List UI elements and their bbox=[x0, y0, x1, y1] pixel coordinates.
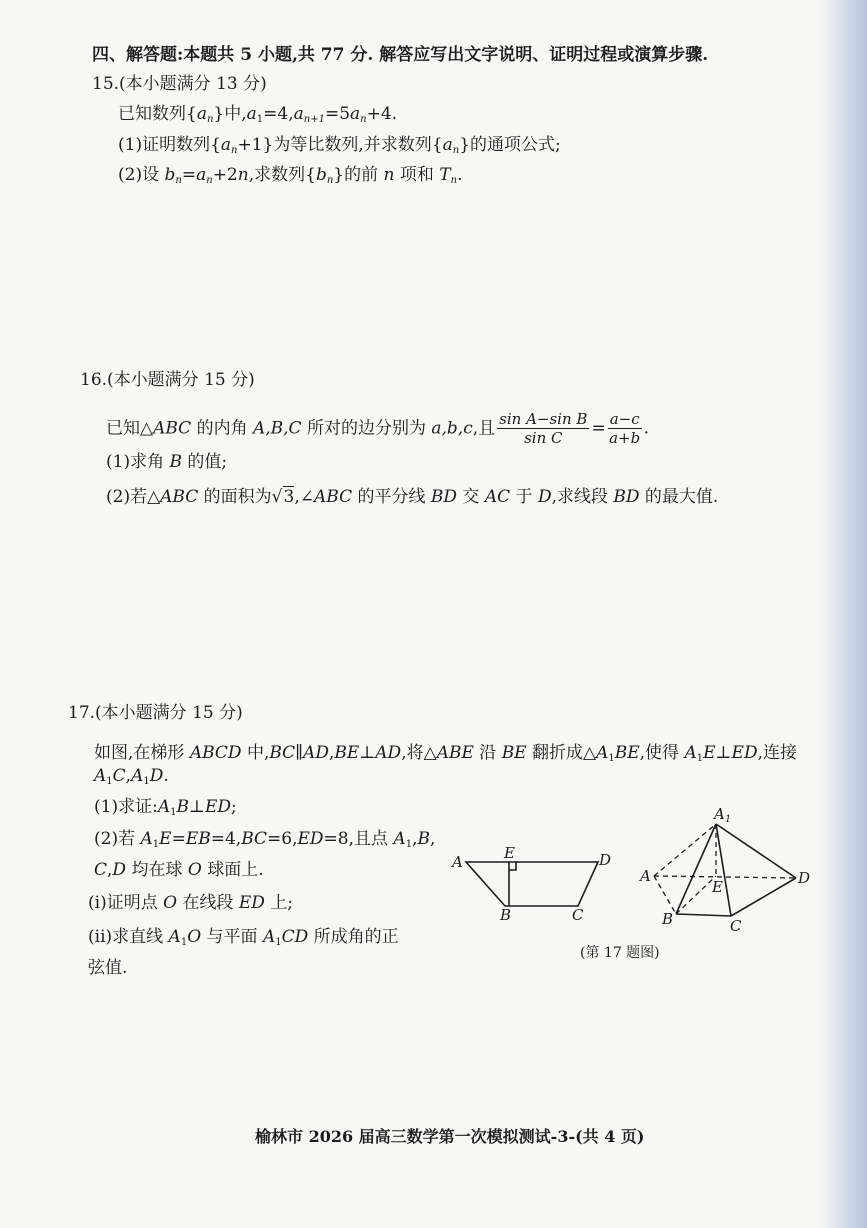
q16-part1: (1)求角 B 的值; bbox=[106, 452, 228, 472]
fig1-label-A: A bbox=[452, 853, 463, 871]
q17-header: 17.(本小题满分 15 分) bbox=[68, 703, 243, 723]
q17-part-ii-line1: (ii)求直线 $A_1O$ 与平面 $A_1CD$ 所成角的正 bbox=[88, 927, 399, 948]
q17-given-line1: 如图,在梯形 ABCD 中,BC∥AD,BE⊥AD,将△ABE 沿 BE 翻折成$\triangle A_1BE$,使得 $A_1E\perp ED$,连接 bbox=[94, 743, 797, 764]
q16-fraction-left: $\frac{\text{sin A−sin B}}{\text{sin C}}$ bbox=[499, 410, 588, 447]
fig2-label-D: D bbox=[798, 869, 811, 887]
fig2-label-A: A bbox=[640, 867, 651, 885]
section-title: 四、解答题:本题共 5 小题,共 77 分. 解答应写出文字说明、证明过程或演算步骤. bbox=[92, 45, 709, 65]
fig1-label-E: E bbox=[504, 844, 515, 862]
q15-given: 已知数列$\{a_n\}$中$,a_1=4,a_{n+1}=5a_n+4$. bbox=[118, 104, 398, 125]
figure-caption: (第 17 题图) bbox=[580, 945, 660, 961]
fig1-label-C: C bbox=[572, 906, 584, 924]
q17-part-ii-line2: 弦值. bbox=[88, 958, 128, 978]
fig2-label-A1: $A_1$ bbox=[714, 805, 732, 825]
pyramid-figure bbox=[636, 804, 816, 944]
page-footer: 榆林市 2026 届高三数学第一次模拟测试-3-(共 4 页) bbox=[255, 1127, 645, 1146]
q15-part1: (1)证明数列$\{a_n+1\}$为等比数列,并求数列$\{a_n\}$的通项公式; bbox=[118, 135, 561, 156]
q16-given: 已知△ABC 的内角 A,B,C 所对的边分别为 a,b,c,且 $\frac{\text{sin A−sin B}}{\text{sin C}}$ = $\frac{a-c}{a+b}$ . bbox=[106, 410, 650, 447]
q17-part-i: (i)证明点 O 在线段 ED 上; bbox=[88, 893, 294, 913]
q17-part2-line2: C,D 均在球 O 球面上. bbox=[94, 860, 264, 880]
q17-part1: (1)求证$:A_1B\perp ED$; bbox=[94, 797, 237, 818]
page-edge-shadow bbox=[819, 0, 867, 1228]
fig2-label-B: B bbox=[662, 910, 674, 928]
q17-given-line2: $A_1C,A_1D$. bbox=[94, 766, 169, 787]
q16-part2: (2)若△ABC 的面积为√3,∠ABC 的平分线 BD 交 AC 于 D,求线段 BD 的最大值. bbox=[106, 487, 719, 507]
trapezoid-figure bbox=[448, 840, 628, 930]
fig1-label-B: B bbox=[500, 906, 512, 924]
fig2-label-E: E bbox=[712, 878, 723, 896]
q15-part2: (2)设 $b_n=a_n+2n$,求数列$\{b_n\}$的前 n 项和 $T_n$. bbox=[118, 165, 463, 186]
q15-header: 15.(本小题满分 13 分) bbox=[92, 74, 267, 94]
fig1-label-D: D bbox=[599, 851, 612, 869]
fig2-label-C: C bbox=[730, 917, 742, 935]
q17-part2-line1: (2)若 $A_1E=EB=4,BC=6,ED=8$,且点 $A_1,B$, bbox=[94, 829, 436, 850]
q16-fraction-right: $\frac{a-c}{a+b}$ bbox=[609, 410, 641, 447]
q16-header: 16.(本小题满分 15 分) bbox=[80, 370, 255, 390]
